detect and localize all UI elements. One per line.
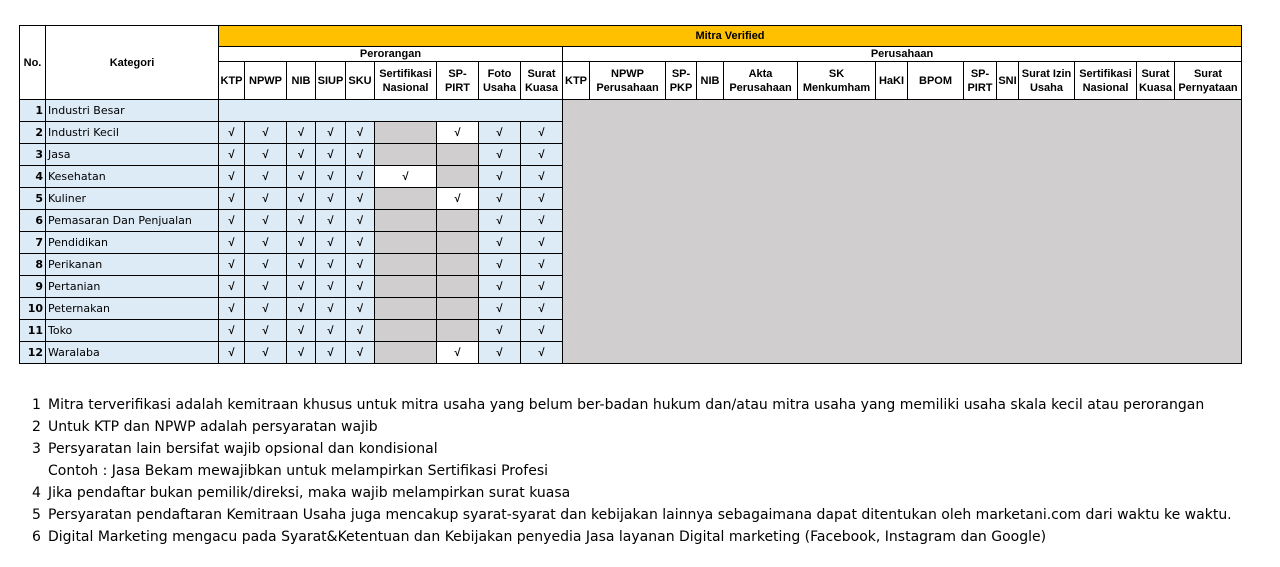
column-header-perusahaan: SP-PIRT [964, 62, 997, 100]
footnote-number: 1 [32, 397, 41, 413]
footnote-text: Persyaratan lain bersifat wajib opsional dan kondisional [48, 441, 438, 457]
check-mark: √ [219, 342, 245, 364]
row-number: 2 [20, 122, 46, 144]
column-header-perusahaan: NIB [697, 62, 724, 100]
empty-cell [437, 166, 479, 188]
table-title: Mitra Verified [219, 26, 1242, 47]
check-mark: √ [346, 232, 375, 254]
column-header-perorangan: NPWP [245, 62, 287, 100]
column-header-perusahaan: HaKI [876, 62, 908, 100]
footnote-text: Untuk KTP dan NPWP adalah persyaratan wajib [48, 419, 378, 435]
empty-cell [375, 122, 437, 144]
footnote [32, 416, 1232, 438]
check-mark: √ [219, 144, 245, 166]
header-kategori: Kategori [46, 26, 219, 100]
check-mark: √ [245, 298, 287, 320]
check-mark: √ [219, 254, 245, 276]
column-header-perusahaan: KTP [563, 62, 590, 100]
check-mark: √ [346, 188, 375, 210]
row-kategori: Kuliner [46, 188, 219, 210]
perusahaan-disabled-area [563, 100, 1242, 364]
check-mark: √ [219, 320, 245, 342]
check-mark: √ [521, 342, 563, 364]
check-mark: √ [287, 144, 316, 166]
footnote-text: Persyaratan pendaftaran Kemitraan Usaha juga mencakup syarat-syarat dan kebijakan lainnya sebagaimana dapat ditentukan oleh marketani.com dari waktu ke waktu. [48, 507, 1232, 523]
row-kategori: Pertanian [46, 276, 219, 298]
check-mark: √ [316, 320, 346, 342]
group-perorangan: Perorangan [219, 47, 563, 62]
group-perusahaan: Perusahaan [563, 47, 1242, 62]
check-mark: √ [479, 320, 521, 342]
check-mark: √ [316, 122, 346, 144]
empty-cell [437, 210, 479, 232]
check-mark: √ [287, 210, 316, 232]
check-mark: √ [316, 342, 346, 364]
column-header-perorangan: SKU [346, 62, 375, 100]
row-kategori: Waralaba [46, 342, 219, 364]
row-number: 1 [20, 100, 46, 122]
check-mark: √ [219, 166, 245, 188]
empty-cell [219, 100, 563, 122]
footnote [32, 526, 1232, 548]
check-mark: √ [287, 166, 316, 188]
footnote-text: Digital Marketing mengacu pada Syarat&Ketentuan dan Kebijakan penyedia Jasa layanan Digital marketing (Facebook, Instagram dan Google) [48, 529, 1047, 545]
check-mark: √ [219, 276, 245, 298]
check-mark: √ [219, 298, 245, 320]
check-mark: √ [479, 166, 521, 188]
header-no: No. [20, 26, 46, 100]
check-mark: √ [521, 122, 563, 144]
check-mark: √ [521, 188, 563, 210]
column-header-perusahaan: Surat Izin Usaha [1019, 62, 1075, 100]
column-header-perusahaan: SK Menkumham [798, 62, 876, 100]
check-mark: √ [521, 210, 563, 232]
footnote [32, 438, 1232, 460]
check-mark: √ [346, 210, 375, 232]
check-mark: √ [245, 144, 287, 166]
footnote [32, 504, 1232, 526]
row-kategori: Perikanan [46, 254, 219, 276]
check-mark: √ [287, 298, 316, 320]
check-mark: √ [479, 342, 521, 364]
check-mark: √ [316, 144, 346, 166]
footnote-text: Mitra terverifikasi adalah kemitraan khusus untuk mitra usaha yang belum ber-badan hukum dan/atau mitra usaha yang memiliki usaha skala kecil atau perorangan [48, 397, 1205, 413]
empty-cell [375, 342, 437, 364]
check-mark: √ [287, 188, 316, 210]
check-mark: √ [245, 210, 287, 232]
check-mark: √ [316, 298, 346, 320]
check-mark: √ [316, 276, 346, 298]
check-mark: √ [346, 254, 375, 276]
empty-cell [375, 144, 437, 166]
column-header-perorangan: SP-PIRT [437, 62, 479, 100]
check-mark: √ [346, 320, 375, 342]
check-mark: √ [346, 144, 375, 166]
check-mark: √ [219, 210, 245, 232]
empty-cell [375, 188, 437, 210]
row-kategori: Toko [46, 320, 219, 342]
check-mark: √ [521, 298, 563, 320]
column-header-perusahaan: Akta Perusahaan [724, 62, 798, 100]
check-mark: √ [316, 232, 346, 254]
check-mark: √ [245, 188, 287, 210]
check-mark: √ [245, 166, 287, 188]
check-mark: √ [287, 276, 316, 298]
empty-cell [375, 276, 437, 298]
row-kategori: Kesehatan [46, 166, 219, 188]
row-number: 4 [20, 166, 46, 188]
check-mark: √ [479, 122, 521, 144]
column-header-perusahaan: NPWP Perusahaan [590, 62, 666, 100]
check-mark: √ [316, 254, 346, 276]
footnotes [32, 394, 1232, 548]
row-number: 12 [20, 342, 46, 364]
empty-cell [437, 144, 479, 166]
column-header-perorangan: SIUP [316, 62, 346, 100]
check-mark: √ [287, 232, 316, 254]
check-mark: √ [479, 188, 521, 210]
check-mark: √ [287, 122, 316, 144]
column-header-perorangan: Surat Kuasa [521, 62, 563, 100]
table-row [20, 100, 1242, 122]
check-mark: √ [521, 320, 563, 342]
empty-cell [437, 298, 479, 320]
check-mark: √ [316, 166, 346, 188]
footnote-number: 5 [32, 507, 41, 523]
check-mark: √ [245, 342, 287, 364]
empty-cell [375, 232, 437, 254]
check-mark: √ [479, 298, 521, 320]
row-number: 8 [20, 254, 46, 276]
footnote-text: Jika pendaftar bukan pemilik/direksi, maka wajib melampirkan surat kuasa [48, 485, 571, 501]
column-header-perusahaan: BPOM [908, 62, 964, 100]
row-kategori: Pendidikan [46, 232, 219, 254]
check-mark: √ [245, 320, 287, 342]
check-mark: √ [245, 276, 287, 298]
check-mark: √ [245, 122, 287, 144]
footnote-number: 3 [32, 441, 41, 457]
empty-cell [375, 254, 437, 276]
check-mark: √ [219, 232, 245, 254]
check-mark: √ [245, 232, 287, 254]
row-kategori: Industri Besar [46, 100, 219, 122]
row-number: 10 [20, 298, 46, 320]
check-mark: √ [287, 254, 316, 276]
check-mark: √ [245, 254, 287, 276]
check-mark: √ [346, 122, 375, 144]
check-mark: √ [479, 254, 521, 276]
column-header-perusahaan: Surat Pernyataan [1175, 62, 1242, 100]
row-number: 9 [20, 276, 46, 298]
check-mark: √ [316, 210, 346, 232]
row-number: 5 [20, 188, 46, 210]
check-mark: √ [346, 342, 375, 364]
column-header-perusahaan: SP-PKP [666, 62, 697, 100]
footnote-number: 4 [32, 485, 41, 501]
empty-cell [375, 320, 437, 342]
empty-cell [437, 276, 479, 298]
column-header-perorangan: Foto Usaha [479, 62, 521, 100]
column-header-perorangan: Sertifikasi Nasional [375, 62, 437, 100]
row-kategori: Jasa [46, 144, 219, 166]
footnote [32, 460, 1232, 482]
check-mark: √ [479, 232, 521, 254]
row-kategori: Peternakan [46, 298, 219, 320]
footnote-number: 6 [32, 529, 41, 545]
check-mark: √ [346, 298, 375, 320]
check-mark: √ [521, 254, 563, 276]
footnote-text: Contoh : Jasa Bekam mewajibkan untuk melampirkan Sertifikasi Profesi [48, 463, 549, 479]
footnote-number: 2 [32, 419, 41, 435]
check-mark: √ [479, 144, 521, 166]
footnote [32, 394, 1232, 416]
empty-cell [375, 210, 437, 232]
check-mark: √ [219, 188, 245, 210]
column-header-perorangan: KTP [219, 62, 245, 100]
row-number: 6 [20, 210, 46, 232]
check-mark: √ [287, 342, 316, 364]
empty-cell [437, 254, 479, 276]
row-number: 11 [20, 320, 46, 342]
check-mark: √ [219, 122, 245, 144]
row-number: 7 [20, 232, 46, 254]
empty-cell [437, 232, 479, 254]
row-number: 3 [20, 144, 46, 166]
check-mark: √ [437, 122, 479, 144]
column-header-perorangan: NIB [287, 62, 316, 100]
check-mark: √ [521, 276, 563, 298]
check-mark: √ [346, 166, 375, 188]
check-mark: √ [521, 166, 563, 188]
row-kategori: Industri Kecil [46, 122, 219, 144]
column-header-perusahaan: Surat Kuasa [1137, 62, 1175, 100]
empty-cell [437, 320, 479, 342]
mitra-verified-table [19, 25, 1242, 364]
empty-cell [375, 298, 437, 320]
check-mark: √ [437, 342, 479, 364]
check-mark: √ [437, 188, 479, 210]
check-mark: √ [479, 276, 521, 298]
check-mark: √ [479, 210, 521, 232]
check-mark: √ [521, 232, 563, 254]
check-mark: √ [287, 320, 316, 342]
check-mark: √ [316, 188, 346, 210]
check-mark: √ [346, 276, 375, 298]
row-kategori: Pemasaran Dan Penjualan [46, 210, 219, 232]
column-header-perusahaan: Sertifikasi Nasional [1075, 62, 1137, 100]
column-header-perusahaan: SNI [997, 62, 1019, 100]
check-mark: √ [521, 144, 563, 166]
footnote [32, 482, 1232, 504]
check-mark: √ [375, 166, 437, 188]
